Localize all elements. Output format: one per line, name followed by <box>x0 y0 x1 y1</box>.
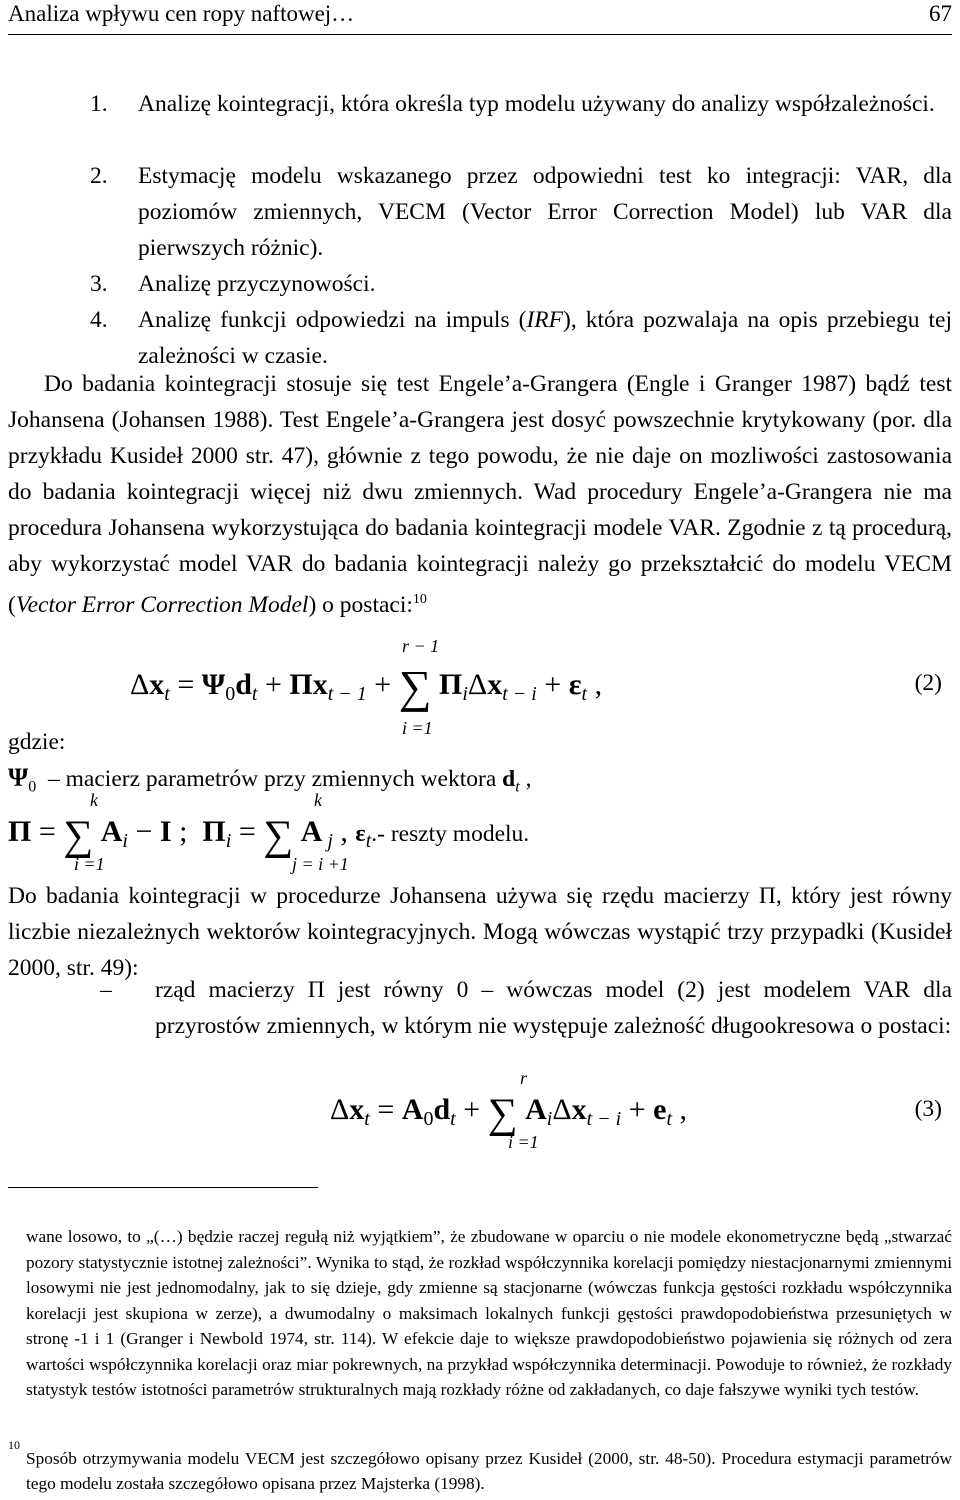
equation-body: $\Delta x_t = A_0d_t$ + ∑ $A_i\Delta x_{t - i} + e_t$ , <box>330 1091 688 1137</box>
sum-lower-limit: j = i +1 <box>292 854 349 874</box>
running-header <box>8 0 952 36</box>
page-number: 67 <box>929 1 952 26</box>
pi-definition <box>8 790 948 880</box>
list-number: 2. <box>90 163 108 189</box>
sum-lower-limit: i =1 <box>508 1132 539 1152</box>
sum-upper-limit: k <box>90 790 98 810</box>
dash-bullet: – <box>100 977 112 1003</box>
equation-body: $\Delta x_t = \Psi_0d_t + \Pi x_{t - 1}$ + ∑ $\Pi_i\Delta x_{t - i} + \varepsilon_t$ , <box>130 661 603 712</box>
footnote-ref: 10 <box>412 592 427 607</box>
list-text: Estymację modelu wskazanego przez odpowiedni test ko integracji: VAR, dla poziomów zmiennych, VECM (Vector Error Correction Model) lub VAR dla pierwszych różnic). <box>138 163 952 261</box>
header-title: Analiza wpływu cen ropy naftowej… <box>8 1 355 26</box>
dash-list-item <box>8 972 952 1082</box>
sum-lower-limit: i =1 <box>402 718 433 738</box>
equation-3 <box>330 1068 950 1158</box>
pi-definition-body: Π = ∑ $A_i - I$ ; $\Pi_i$ = ∑ A $_j$ , $\varepsilon_t.-$ reszty modelu. <box>8 813 530 859</box>
sum-upper-limit: r − 1 <box>402 636 440 656</box>
list-number: 3. <box>90 271 108 297</box>
footnote-continuation: wane losowo, to „(…) będzie raczej regułą niż wyjątkiem”, że zbudowane w oparciu o nie modele ekonometryczne będą „stwarzać pozory statystycznie istotnej zależności”. Wynika to stąd, że rozkład współczynnika korelacji pomiędzy niestacjonarnymi zmiennymi losowymi nie jest jednomodalny, jak to się dzieje, gdy zmienne są stacjonarne (wówczas funkcja gęstości rozkładu współczynnika korelacji jest skupiona w zerze), a dwumodalny o maksimach lokalnych funkcji gęstości prawdopodobieństwa przesuniętych w stronę -1 i 1 (Granger i Newbold 1974, str. 114). W efekcie daje to większe prawdopodobieństwo pojawienia się różnych od zera wartości współczynnika korelacji oraz miar pokrewnych, na przykład współczynnika determinacji. Powoduje to również, że rozkłady statystyk testów istotności parametrów strukturalnych mają rozkłady różne od zakładanych, co daje fałszywe wyniki tych testów. <box>26 1227 952 1399</box>
footnote-mark: 10 <box>8 1438 20 1452</box>
dash-item-text: rząd macierzy Π jest równy 0 – wówczas model (2) jest modelem VAR dla przyrostów zmiennych, w którym nie występuje zależność długookresowa o postaci: <box>155 977 952 1039</box>
equation-number: (3) <box>914 1096 942 1122</box>
list-text-italic: IRF <box>526 307 564 333</box>
list-number: 1. <box>90 91 108 117</box>
equation-number: (2) <box>914 670 942 696</box>
list-number: 4. <box>90 307 108 333</box>
list-text <box>138 302 952 374</box>
footnote-10: Sposób otrzymywania modelu VECM jest szczegółowo opisany przez Kusideł (2000, str. 48-50). Procedura estymacji parametrów tego modelu została szczegółowo opisana przez Majsterka (1998). <box>26 1449 952 1493</box>
psi-definition-text: macierz parametrów przy zmiennych wektora <box>65 766 497 792</box>
paragraph-text-after: ) o postaci: <box>308 591 413 618</box>
header-rule <box>8 34 952 35</box>
paragraph-italic: Vector Error Correction Model <box>15 591 309 618</box>
list-text-pre: Analizę funkcji odpowiedzi na impuls ( <box>138 307 527 333</box>
paragraph: Do badania kointegracji w procedurze Johansena używa się rzędu macierzy Π, który jest równy liczbie niezależnych wektorów kointegracyjnych. Mogą wówczas wystąpić trzy przypadki (Kusideł 2000, str. 49): <box>8 883 952 981</box>
sum-upper-limit: k <box>314 790 322 810</box>
sum-lower-limit: i =1 <box>74 854 105 874</box>
paragraph <box>8 366 952 623</box>
gdzie-label: gdzie: <box>8 729 66 755</box>
sum-upper-limit: r <box>520 1068 528 1088</box>
paragraph-text: Do badania kointegracji stosuje się test Engele’a-Grangera (Engle i Granger 1987) bądź test Johansena (Johansen 1988). Test Engele’a-Grangera jest dosyć powszechnie krytykowany (por. dla przykładu Kusideł 2000 str. 47), głównie z tego powodu, że nie daje on mozliwości zastosowania do badania kointegracji więcej niż dwu zmiennych. Wad procedury Engele’a-Grangera nie ma procedura Johansena wykorzystująca do badania kointegracji modele VAR. Zgodnie z tą procedurą, aby wykorzystać model VAR do badania kointegracji należy go przekształcić do modelu VECM ( <box>8 371 952 618</box>
psi-definition: $\Psi_0$ – macierz parametrów przy zmiennych wektora $d_t$ , <box>8 763 532 796</box>
list-text: Analizę przyczynowości. <box>138 271 376 297</box>
equation-2 <box>130 632 950 742</box>
list-text: Analizę kointegracji, która określa typ modelu używany do analizy współzależności. <box>138 91 935 117</box>
list-text-post: ), która pozwalaja na opis przebiegu tej zależności w czasie. <box>138 307 953 369</box>
pi-definition-tail: .- reszty modelu. <box>371 821 530 847</box>
footnote-rule <box>8 1187 318 1188</box>
